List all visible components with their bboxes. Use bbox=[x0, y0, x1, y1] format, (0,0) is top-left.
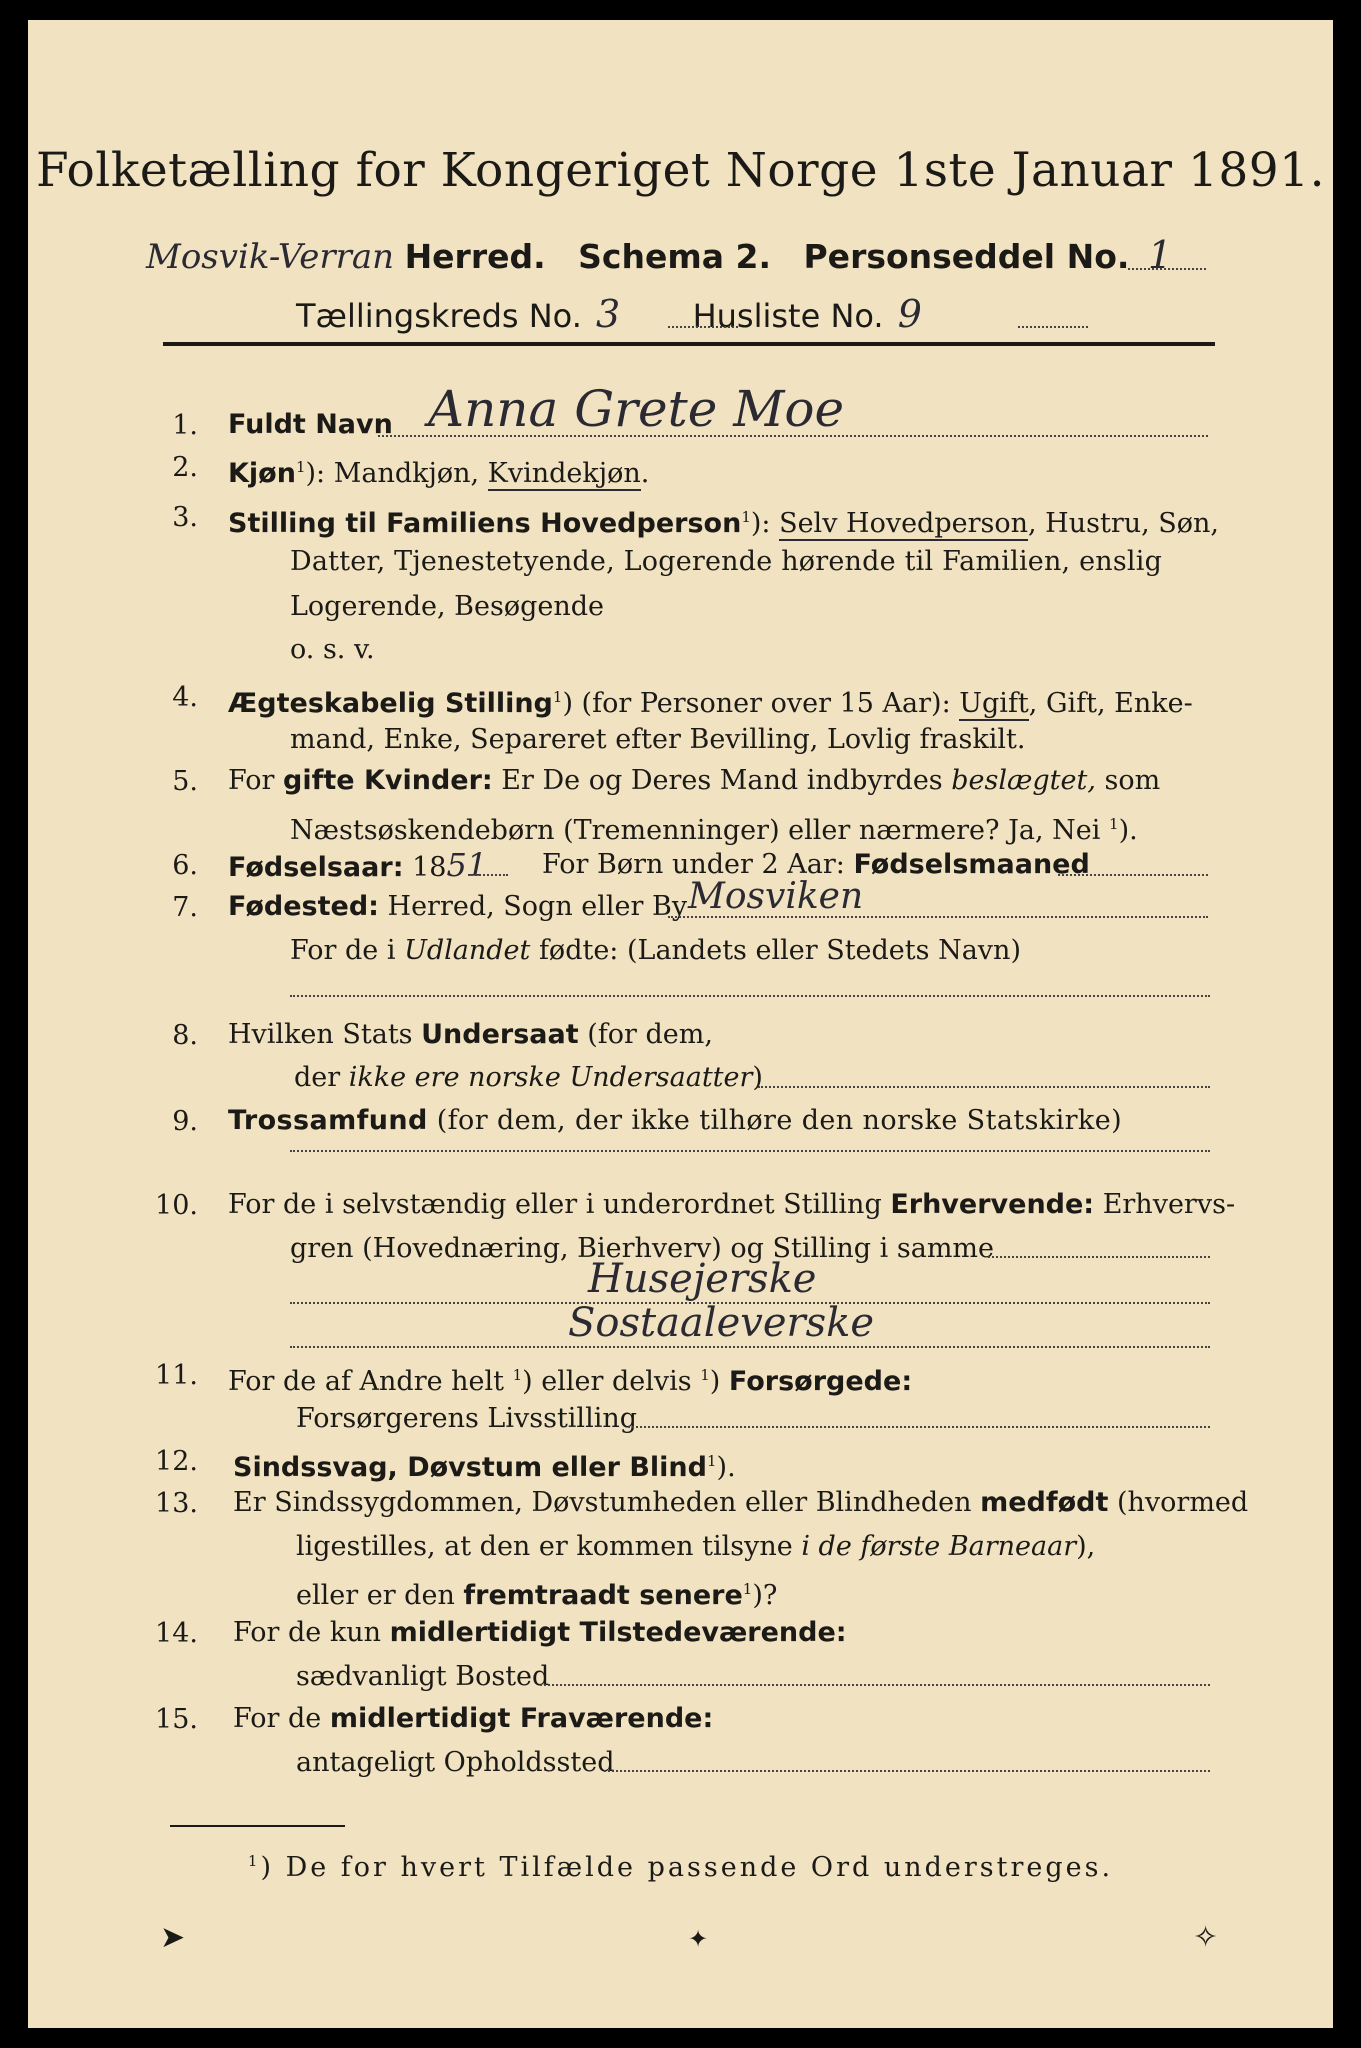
q7-line2-row bbox=[290, 934, 1021, 968]
q13-line3-b: )? bbox=[752, 1580, 778, 1611]
q15-line2: antageligt Opholdssted bbox=[296, 1747, 615, 1778]
q14-dots bbox=[540, 1684, 1210, 1686]
q6-number: 6. bbox=[172, 850, 198, 881]
q11-sup2: 1 bbox=[700, 1366, 710, 1384]
q13-row bbox=[233, 1486, 1248, 1520]
schema-label: Schema 2. bbox=[578, 237, 771, 276]
q3-line2: Datter, Tjenestetyende, Logerende hørende til Familien, enslig bbox=[290, 546, 1163, 577]
q4-sup: 1 bbox=[552, 688, 563, 706]
q8-dots bbox=[758, 1086, 1210, 1088]
q10-row bbox=[228, 1188, 1235, 1222]
q2-text-b: . bbox=[640, 458, 650, 489]
q5-line2: Næstsøskendebørn (Tremenninger) eller nærmere? Ja, Nei bbox=[290, 815, 1110, 846]
q13-line2-b: ), bbox=[1076, 1531, 1096, 1562]
q6-label: Fødselsaar: bbox=[228, 852, 404, 883]
footnote bbox=[28, 1852, 1333, 1883]
q1-label: Fuldt Navn bbox=[228, 409, 393, 440]
q8-line2-a: der bbox=[294, 1062, 349, 1093]
taellingskreds-label: Tællingskreds No. bbox=[296, 297, 582, 335]
q10-answer2-handwritten: Sostaaleverske bbox=[568, 1300, 875, 1346]
q14-number: 14. bbox=[155, 1618, 198, 1649]
q15-text-a: For de bbox=[233, 1703, 330, 1734]
q8-line2-b: ) bbox=[752, 1062, 763, 1093]
q7-line2-italic: Udlandet bbox=[404, 935, 531, 966]
q13-line3-row bbox=[296, 1572, 777, 1613]
q13-text-a: Er Sindssygdommen, Døvstumheden eller Blindheden bbox=[233, 1487, 981, 1518]
q9-number: 9. bbox=[172, 1106, 198, 1137]
q15-label: midlertidigt Fraværende: bbox=[329, 1703, 714, 1734]
q11-text-a: For de af Andre helt bbox=[228, 1366, 513, 1397]
q6-dots bbox=[468, 874, 508, 876]
q3-label: Stilling til Familiens Hovedperson bbox=[228, 508, 742, 539]
q6-answer-handwritten: 51 bbox=[446, 846, 488, 884]
q11-text-c: ) bbox=[709, 1366, 729, 1397]
corner-mark-left-icon: ➤ bbox=[160, 1920, 186, 1955]
q11-line2: Forsørgerens Livsstilling bbox=[296, 1403, 638, 1434]
q13-number: 13. bbox=[155, 1488, 198, 1519]
q15-row bbox=[233, 1702, 713, 1736]
q14-label: midlertidigt Tilstedeværende: bbox=[389, 1617, 847, 1648]
q5-line2-row bbox=[290, 807, 1138, 848]
q4-text-a: ) (for Personer over 15 Aar): bbox=[562, 688, 960, 719]
q12-number: 12. bbox=[155, 1446, 198, 1477]
q4-line2: mand, Enke, Separeret efter Bevilling, Lovlig fraskilt. bbox=[290, 724, 1026, 755]
q13-text-b: (hvormed bbox=[1108, 1487, 1249, 1518]
q3-number: 3. bbox=[172, 502, 198, 533]
q13-line2-row bbox=[296, 1530, 1095, 1564]
q9-text-a: (for dem, der ikke tilhøre den norske Statskirke) bbox=[427, 1105, 1123, 1136]
q13-line3-bold: fremtraadt senere bbox=[463, 1580, 743, 1611]
q12-sup: 1 bbox=[706, 1452, 717, 1470]
q5-number: 5. bbox=[172, 766, 198, 797]
q13-sup: 1 bbox=[742, 1580, 753, 1598]
q14-row bbox=[233, 1616, 847, 1650]
q2-sup: 1 bbox=[295, 458, 306, 476]
herred-name-handwritten: Mosvik-Verran bbox=[146, 237, 395, 277]
taellingskreds-dots bbox=[668, 326, 738, 328]
q11-sup1: 1 bbox=[512, 1366, 523, 1384]
q7-row bbox=[228, 890, 687, 924]
q8-text-a: Hvilken Stats bbox=[228, 1019, 422, 1050]
q7-label: Fødested: bbox=[228, 891, 379, 922]
q3-row bbox=[228, 500, 1219, 541]
q3-text-a: ): bbox=[750, 508, 780, 539]
personseddel-number: 1 bbox=[1147, 233, 1173, 277]
taellingskreds-line bbox=[296, 292, 922, 336]
center-mark-icon: ✦ bbox=[688, 1925, 709, 1953]
q1-row bbox=[228, 408, 393, 442]
q3-line3: Logerende, Besøgende bbox=[290, 591, 604, 622]
q14-text-a: For de kun bbox=[233, 1617, 390, 1648]
footnote-rule bbox=[170, 1825, 345, 1827]
q8-number: 8. bbox=[172, 1020, 198, 1051]
husliste-dots bbox=[1018, 326, 1088, 328]
q5-text-a: For bbox=[228, 765, 284, 796]
herred-line bbox=[146, 233, 1172, 277]
q8-label: Undersaat bbox=[421, 1019, 579, 1050]
q12-text-a: ). bbox=[716, 1452, 736, 1483]
q6-row bbox=[228, 848, 487, 885]
q2-row bbox=[228, 450, 649, 491]
q4-marked-option: Ugift bbox=[959, 688, 1029, 719]
header-rule bbox=[163, 342, 1215, 346]
q11-dots bbox=[628, 1426, 1210, 1428]
q10-answer1-handwritten: Husejerske bbox=[588, 1256, 817, 1302]
q6-text-b: For Børn under 2 Aar: bbox=[542, 849, 854, 880]
q2-number: 2. bbox=[172, 452, 198, 483]
q7-dots-2 bbox=[290, 995, 1210, 997]
q2-marked-option: Kvindekjøn bbox=[487, 458, 641, 489]
q8-line2-italic: ikke ere norske Undersaatter bbox=[348, 1062, 753, 1093]
q9-label: Trossamfund bbox=[228, 1105, 428, 1136]
q6-prefix: 18 bbox=[403, 852, 447, 883]
q11-text-b: ) eller delvis bbox=[522, 1366, 701, 1397]
q5-italic: beslægtet, bbox=[951, 765, 1096, 796]
q8-row bbox=[228, 1018, 713, 1052]
q10-line2: gren (Hovednæring, Bierhverv) og Stilling i samme bbox=[290, 1233, 995, 1264]
q5-row bbox=[228, 764, 1160, 798]
q13-line2-italic: i de første Barneaar bbox=[801, 1531, 1077, 1562]
corner-mark-right-icon: ✧ bbox=[1193, 1920, 1219, 1955]
q8-text-b: (for dem, bbox=[578, 1019, 713, 1050]
q7-line2-a: For de i bbox=[290, 935, 405, 966]
q13-line2-a: ligestilles, at den er kommen tilsyne bbox=[296, 1531, 802, 1562]
footnote-sup: 1 bbox=[247, 1852, 261, 1870]
q10-text-b: Erhvervs- bbox=[1094, 1189, 1236, 1220]
personseddel-dots bbox=[1128, 268, 1206, 270]
q10-text-a: For de i selvstændig eller i underordnet Stilling bbox=[228, 1189, 891, 1220]
q13-label: medfødt bbox=[980, 1487, 1109, 1518]
husliste-label: Husliste No. bbox=[692, 297, 884, 335]
q10-dots-1 bbox=[988, 1256, 1210, 1258]
q4-label: Ægteskabelig Stilling bbox=[228, 688, 553, 719]
q5-text-c: som bbox=[1095, 765, 1161, 796]
q13-line3-a: eller er den bbox=[296, 1580, 464, 1611]
q7-number: 7. bbox=[172, 892, 198, 923]
form-title: Folketælling for Kongeriget Norge 1ste Januar 1891. bbox=[35, 143, 1326, 198]
q12-row bbox=[233, 1444, 736, 1485]
q5-line2-end: ). bbox=[1118, 815, 1138, 846]
q5-label: gifte Kvinder: bbox=[283, 765, 493, 796]
q6-label2: Fødselsmaaned bbox=[853, 849, 1090, 880]
q9-dots bbox=[290, 1150, 1210, 1152]
taellingskreds-number: 3 bbox=[596, 292, 621, 336]
q7-answer-handwritten: Mosviken bbox=[688, 876, 864, 917]
q12-label: Sindssvag, Døvstum eller Blind bbox=[233, 1452, 707, 1483]
q3-marked-option: Selv Hovedperson bbox=[779, 508, 1029, 539]
q11-number: 11. bbox=[155, 1360, 198, 1391]
q3-sup: 1 bbox=[741, 508, 751, 526]
q10-label: Erhvervende: bbox=[890, 1189, 1095, 1220]
q9-row bbox=[228, 1104, 1122, 1138]
q4-text-b: , Gift, Enke- bbox=[1028, 688, 1193, 719]
q15-dots bbox=[604, 1770, 1210, 1772]
husliste-number: 9 bbox=[897, 292, 922, 336]
q5-sup: 1 bbox=[1109, 815, 1119, 833]
q3-line4: o. s. v. bbox=[290, 634, 375, 665]
q4-number: 4. bbox=[172, 682, 198, 713]
q11-label: Forsørgede: bbox=[728, 1366, 913, 1397]
q3-text-b: , Hustru, Søn, bbox=[1028, 508, 1220, 539]
q6-dots-2 bbox=[1058, 874, 1208, 876]
q7-line2-b: fødte: (Landets eller Stedets Navn) bbox=[530, 935, 1021, 966]
q14-line2: sædvanligt Bosted bbox=[296, 1661, 550, 1692]
q2-label: Kjøn bbox=[228, 458, 296, 489]
footnote-text: ) De for hvert Tilfælde passende Ord understreges. bbox=[260, 1852, 1114, 1883]
q1-answer-handwritten: Anna Grete Moe bbox=[428, 380, 845, 438]
q4-row bbox=[228, 680, 1193, 721]
q8-line2-row bbox=[294, 1061, 763, 1095]
q7-text-a: Herred, Sogn eller By bbox=[378, 891, 688, 922]
q11-row bbox=[228, 1358, 912, 1399]
census-form bbox=[28, 20, 1333, 2028]
herred-label: Herred. bbox=[404, 237, 546, 276]
q5-text-b: Er De og Deres Mand indbyrdes bbox=[492, 765, 952, 796]
q10-number: 10. bbox=[155, 1190, 198, 1221]
personseddel-label: Personseddel No. bbox=[803, 237, 1130, 276]
q15-number: 15. bbox=[155, 1704, 198, 1735]
q1-number: 1. bbox=[172, 410, 198, 441]
q10-dots-3 bbox=[290, 1346, 1210, 1348]
q2-text-a: ): Mandkjøn, bbox=[305, 458, 488, 489]
